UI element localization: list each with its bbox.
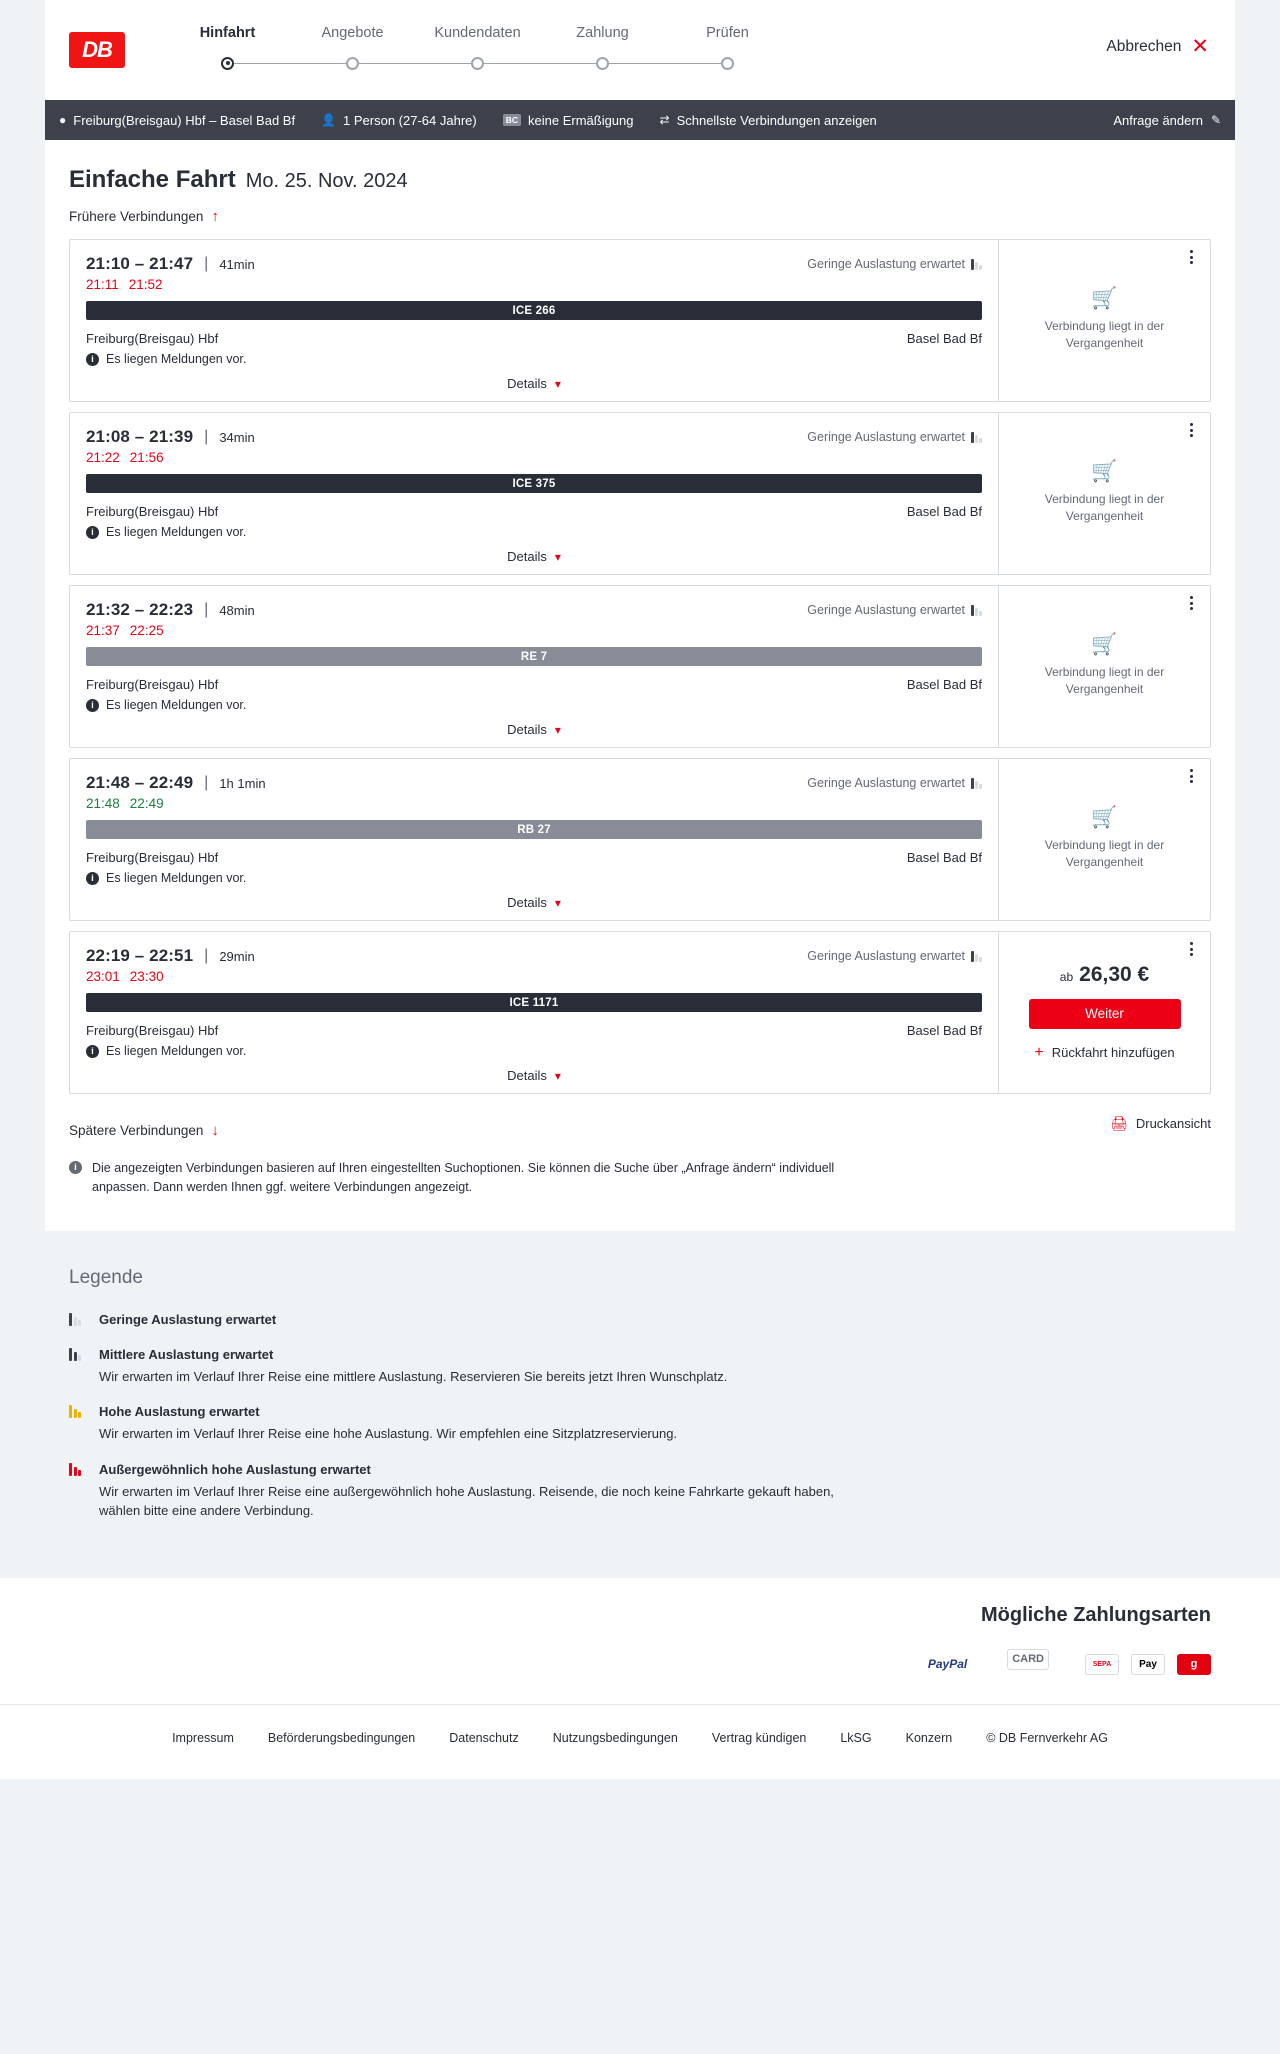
legend-title: Legende: [69, 1266, 143, 1288]
train-bar[interactable]: [86, 301, 982, 320]
train-bar[interactable]: [86, 993, 982, 1012]
service-message-label: Es liegen Meldungen vor.: [106, 352, 247, 366]
occupancy-l2-icon: [69, 1348, 85, 1361]
destination-station: Basel Bad Bf: [906, 1023, 982, 1038]
cancel-button[interactable]: [1106, 36, 1209, 57]
info-icon: i: [86, 526, 99, 539]
details-label: Details: [507, 549, 547, 564]
legend-item-title: Hohe Auslastung erwartet: [99, 1404, 260, 1420]
location-pin-icon: ●: [59, 113, 67, 127]
info-icon: i: [86, 353, 99, 366]
train-name-label: ICE 375: [512, 477, 556, 490]
details-toggle[interactable]: [86, 549, 982, 574]
cart-disabled-icon: 🛒: [1091, 633, 1118, 657]
step-dot-icon: [471, 57, 484, 70]
earlier-connections-button[interactable]: [45, 208, 1235, 225]
change-query-button[interactable]: [1113, 113, 1221, 128]
connection-card[interactable]: [69, 758, 1211, 921]
occupancy-indicator: [807, 257, 982, 271]
connection-card[interactable]: [69, 585, 1211, 748]
connection-list: [45, 239, 1235, 1094]
train-name-label: RB 27: [517, 823, 551, 836]
past-connection-label: Verbindung liegt in der Vergangenheit: [1044, 492, 1165, 523]
occupancy-label: Geringe Auslastung erwartet: [807, 776, 965, 790]
connection-details: [70, 586, 998, 747]
step-connector-left: [290, 63, 353, 64]
step-connector-right: [353, 63, 416, 64]
connection-details: [70, 240, 998, 401]
cart-disabled-icon: 🛒: [1091, 806, 1118, 830]
connection-details: [70, 932, 998, 1093]
connection-duration: 34min: [219, 429, 255, 445]
sepa-icon: SEPA: [1085, 1654, 1119, 1675]
step-label: Zahlung: [576, 25, 629, 41]
step-connector-right: [478, 63, 541, 64]
step-dot-row: [415, 51, 540, 75]
legend-item-description: Wir erwarten im Verlauf Ihrer Reise eine mittlere Auslastung. Reservieren Sie bereits jetzt Ihren Wunschplatz.: [99, 1368, 728, 1384]
footer-copyright: © DB Fernverkehr AG: [986, 1730, 1108, 1745]
step-connector-right: [603, 63, 666, 64]
actual-departure-time: 21:22: [86, 450, 120, 465]
connection-card[interactable]: [69, 239, 1211, 402]
price-row: [1060, 963, 1149, 987]
legend-text: [99, 1311, 276, 1329]
details-label: Details: [507, 722, 547, 737]
connection-header: [86, 946, 982, 966]
paypal-icon: PayPal: [924, 1654, 971, 1675]
footer-link[interactable]: Konzern: [905, 1730, 953, 1745]
legend-text: [99, 1346, 727, 1387]
printer-icon: 🖨: [1110, 1115, 1128, 1131]
actual-arrival-time: 22:25: [129, 623, 164, 638]
connection-details: [70, 759, 998, 920]
service-message[interactable]: [86, 1044, 982, 1058]
step-hinfahrt[interactable]: [165, 25, 290, 75]
destination-station: Basel Bad Bf: [906, 504, 982, 519]
creditcard-icon: CARD: [1007, 1649, 1049, 1670]
details-label: Details: [507, 376, 547, 391]
trip-type-label: Einfache Fahrt: [69, 166, 236, 193]
booking-header: [45, 0, 1235, 100]
actual-times: [86, 796, 982, 811]
connection-offer: [998, 586, 1210, 747]
cart-disabled-icon: 🛒: [1091, 460, 1118, 484]
query-discount-label: keine Ermäßigung: [528, 112, 634, 128]
query-options[interactable]: [660, 113, 877, 128]
service-message[interactable]: [86, 525, 982, 539]
query-discount[interactable]: [503, 113, 634, 128]
footer-link[interactable]: LkSG: [840, 1730, 872, 1745]
query-passengers[interactable]: [321, 113, 477, 128]
page-title: [45, 166, 1235, 194]
footer-link[interactable]: Datenschutz: [449, 1730, 519, 1745]
step-zahlung[interactable]: [540, 25, 665, 75]
destination-station: Basel Bad Bf: [906, 677, 982, 692]
results-bottom-row: [45, 1108, 1235, 1139]
step-dot-row: [665, 51, 790, 75]
more-options-icon[interactable]: [1182, 767, 1200, 785]
train-bar[interactable]: [86, 474, 982, 493]
service-message[interactable]: [86, 871, 982, 885]
connection-offer: [998, 240, 1210, 401]
step-dot-row: [290, 51, 415, 75]
occupancy-indicator: [807, 603, 982, 617]
step-dot-icon: [221, 57, 234, 70]
train-name-label: ICE 1171: [509, 996, 559, 1009]
occupancy-low-icon: [971, 259, 982, 270]
step-connector-right: [228, 63, 291, 64]
footer-link[interactable]: Nutzungsbedingungen: [552, 1730, 678, 1745]
payment-icons: [69, 1649, 1211, 1680]
service-message-label: Es liegen Meldungen vor.: [106, 871, 247, 885]
legend-items: [69, 1311, 1211, 1521]
train-name-label: ICE 266: [512, 304, 556, 317]
plus-icon: +: [1034, 1043, 1044, 1061]
legend-text: [99, 1461, 859, 1521]
pencil-icon[interactable]: ✎: [1210, 113, 1221, 127]
info-icon: i: [86, 872, 99, 885]
search-hint-text: Die angezeigten Verbindungen basieren auf Ihren eingestellten Suchoptionen. Sie können die Suche über „Anfrage ändern“ individuell anpassen. Dann werden Ihnen ggf. weitere Verbindungen angezeigt.: [92, 1161, 835, 1194]
connection-duration: 41min: [219, 256, 255, 272]
actual-arrival-time: 21:52: [128, 277, 163, 292]
footer-link[interactable]: Vertrag kündigen: [711, 1730, 807, 1745]
add-return-trip-button[interactable]: [1034, 1045, 1174, 1061]
info-icon: i: [69, 1161, 82, 1174]
destination-station: Basel Bad Bf: [906, 850, 982, 865]
legend-item: [69, 1346, 1211, 1387]
train-bar[interactable]: [86, 820, 982, 839]
site-footer: [0, 1704, 1280, 1779]
occupancy-label: Geringe Auslastung erwartet: [807, 257, 965, 271]
occupancy-label: Geringe Auslastung erwartet: [807, 949, 965, 963]
actual-departure-time: 21:48: [86, 796, 120, 811]
more-options-icon[interactable]: [1182, 421, 1200, 439]
legend-item: [69, 1311, 1211, 1329]
step-dot-icon: [721, 57, 734, 70]
origin-station: Freiburg(Breisgau) Hbf: [86, 850, 219, 865]
legend-item-description: Wir erwarten im Verlauf Ihrer Reise eine hohe Auslastung. Wir empfehlen eine Sitzplatzreservierung.: [99, 1426, 678, 1442]
actual-times: [86, 623, 982, 638]
add-return-trip-label: Rückfahrt hinzufügen: [1051, 1045, 1175, 1060]
actual-departure-time: 21:11: [86, 277, 119, 292]
actual-times: [86, 969, 982, 984]
legend-item-description: Wir erwarten im Verlauf Ihrer Reise eine außergewöhnlich hohe Auslastung. Reisende, die noch keine Fahrkarte gekauft haben, wählen bitte eine andere Verbindung.: [99, 1484, 834, 1519]
details-toggle[interactable]: [86, 895, 982, 920]
chevron-down-icon: ▾: [554, 895, 561, 910]
print-view-label: Druckansicht: [1135, 1116, 1211, 1131]
occupancy-l1-icon: [69, 1313, 85, 1326]
info-icon: i: [86, 699, 99, 712]
chevron-down-icon: ▾: [554, 549, 561, 564]
print-view-button[interactable]: [1110, 1115, 1211, 1132]
step-dot-row: [165, 51, 290, 75]
actual-arrival-time: 23:30: [129, 969, 164, 984]
step-connector-left: [415, 63, 478, 64]
step-connector-left: [540, 63, 603, 64]
more-options-icon[interactable]: [1182, 594, 1200, 612]
payment-methods-section: [0, 1578, 1280, 1704]
occupancy-label: Geringe Auslastung erwartet: [807, 603, 965, 617]
step-label: Kundendaten: [434, 25, 521, 41]
occupancy-label: Geringe Auslastung erwartet: [807, 430, 965, 444]
earlier-connections-label: Frühere Verbindungen: [69, 209, 204, 224]
connection-header: [86, 254, 982, 274]
service-message[interactable]: [86, 698, 982, 712]
connection-header: [86, 427, 982, 447]
cart-disabled-icon: 🛒: [1091, 287, 1118, 311]
destination-station: Basel Bad Bf: [906, 331, 982, 346]
details-label: Details: [507, 1068, 547, 1083]
legend-item-title: Geringe Auslastung erwartet: [99, 1311, 277, 1327]
stations-row: [86, 504, 982, 519]
occupancy-low-icon: [971, 778, 982, 789]
train-name-label: RE 7: [520, 650, 548, 663]
chevron-down-icon: ▾: [554, 1068, 561, 1083]
connection-time-range: 21:08 – 21:39: [86, 427, 194, 446]
stations-row: [86, 850, 982, 865]
past-connection-label: Verbindung liegt in der Vergangenheit: [1044, 838, 1165, 869]
header-region: [0, 0, 1280, 100]
applepay-icon: Pay: [1131, 1654, 1165, 1675]
step-kundendaten[interactable]: [415, 25, 540, 75]
arrow-up-icon: ↑: [211, 208, 219, 225]
actual-departure-time: 23:01: [86, 969, 120, 984]
time-duration-separator: |: [204, 774, 209, 791]
connection-offer: [998, 759, 1210, 920]
connection-card[interactable]: [69, 931, 1211, 1094]
details-toggle[interactable]: [86, 1068, 982, 1093]
service-message[interactable]: [86, 352, 982, 366]
step-prüfen[interactable]: [665, 25, 790, 75]
results-content: [45, 140, 1235, 1231]
actual-times: [86, 277, 982, 292]
connection-duration: 1h 1min: [219, 775, 266, 791]
actual-departure-time: 21:37: [86, 623, 120, 638]
chevron-down-icon: ▾: [554, 722, 561, 737]
past-connection-label: Verbindung liegt in der Vergangenheit: [1044, 665, 1165, 696]
connection-time-range: 21:32 – 22:23: [86, 600, 194, 619]
search-hint: [69, 1159, 859, 1197]
legend-section: [0, 1231, 1280, 1578]
person-icon: 👤: [321, 113, 337, 127]
trip-date-label: Mo. 25. Nov. 2024: [245, 170, 408, 192]
time-duration-separator: |: [204, 947, 209, 964]
connection-time-range: 22:19 – 22:51: [86, 946, 194, 965]
time-duration-separator: |: [204, 255, 209, 272]
stations-row: [86, 1023, 982, 1038]
step-dot-icon: [596, 57, 609, 70]
connection-header: [86, 773, 982, 793]
connection-duration: 48min: [219, 602, 255, 618]
payment-title: Mögliche Zahlungsarten: [980, 1603, 1211, 1626]
step-label: Hinfahrt: [199, 25, 256, 41]
arrow-down-icon: ↓: [211, 1122, 219, 1139]
giropay-icon: g: [1177, 1654, 1211, 1675]
close-icon[interactable]: ✕: [1191, 35, 1209, 58]
step-dot-row: [540, 51, 665, 75]
price-value: 26,30 €: [1079, 962, 1150, 986]
connection-offer: [998, 413, 1210, 574]
more-options-icon[interactable]: [1182, 248, 1200, 266]
db-logo[interactable]: DB: [69, 32, 125, 68]
later-connections-button[interactable]: [69, 1122, 219, 1139]
step-angebote[interactable]: [290, 25, 415, 75]
connection-card[interactable]: [69, 412, 1211, 575]
past-connection-label: Verbindung liegt in der Vergangenheit: [1044, 319, 1165, 350]
query-passengers-label: 1 Person (27-64 Jahre): [343, 112, 477, 128]
occupancy-indicator: [807, 776, 982, 790]
connection-time-range: 21:10 – 21:47: [86, 254, 194, 273]
footer-link[interactable]: Impressum: [172, 1730, 234, 1745]
actual-times: [86, 450, 982, 465]
price-prefix: ab: [1059, 969, 1074, 984]
occupancy-l4-icon: [69, 1463, 85, 1476]
change-query-label: Anfrage ändern: [1113, 112, 1203, 128]
occupancy-low-icon: [971, 605, 982, 616]
legend-item: [69, 1461, 1211, 1521]
service-message-label: Es liegen Meldungen vor.: [106, 1044, 247, 1058]
bahncard-icon: BC: [503, 114, 521, 126]
occupancy-indicator: [807, 430, 982, 444]
step-connector-left: [665, 63, 728, 64]
legend-item: [69, 1403, 1211, 1444]
footer-link[interactable]: Beförderungsbedingungen: [267, 1730, 416, 1745]
occupancy-indicator: [807, 949, 982, 963]
progress-stepper: [165, 25, 790, 75]
actual-arrival-time: 22:49: [129, 796, 164, 811]
details-toggle[interactable]: [86, 722, 982, 747]
stations-row: [86, 331, 982, 346]
service-message-label: Es liegen Meldungen vor.: [106, 698, 247, 712]
time-duration-separator: |: [204, 601, 209, 618]
origin-station: Freiburg(Breisgau) Hbf: [86, 1023, 219, 1038]
details-toggle[interactable]: [86, 376, 982, 401]
occupancy-low-icon: [971, 432, 982, 443]
service-message-label: Es liegen Meldungen vor.: [106, 525, 247, 539]
origin-station: Freiburg(Breisgau) Hbf: [86, 331, 219, 346]
continue-button[interactable]: Weiter: [1029, 999, 1181, 1029]
step-dot-icon: [346, 57, 359, 70]
origin-station: Freiburg(Breisgau) Hbf: [86, 504, 219, 519]
later-connections-label: Spätere Verbindungen: [69, 1123, 204, 1138]
legend-text: [99, 1403, 677, 1444]
time-duration-separator: |: [204, 428, 209, 445]
connection-time-range: 21:48 – 22:49: [86, 773, 194, 792]
chevron-down-icon: ▾: [554, 376, 561, 391]
info-icon: i: [86, 1045, 99, 1058]
step-label: Angebote: [321, 25, 384, 41]
occupancy-l3-icon: [69, 1405, 85, 1418]
query-route[interactable]: [59, 113, 295, 128]
stations-row: [86, 677, 982, 692]
connection-header: [86, 600, 982, 620]
origin-station: Freiburg(Breisgau) Hbf: [86, 677, 219, 692]
legend-item-title: Mittlere Auslastung erwartet: [99, 1346, 274, 1362]
connection-details: [70, 413, 998, 574]
more-options-icon[interactable]: [1182, 940, 1200, 958]
cancel-label: Abbrechen: [1106, 37, 1182, 55]
legend-item-title: Außergewöhnlich hohe Auslastung erwartet: [99, 1462, 371, 1478]
step-label: Prüfen: [706, 25, 749, 41]
actual-arrival-time: 21:56: [129, 450, 164, 465]
train-bar[interactable]: [86, 647, 982, 666]
connection-offer: [998, 932, 1210, 1093]
query-options-label: Schnellste Verbindungen anzeigen: [676, 112, 877, 128]
occupancy-low-icon: [971, 951, 982, 962]
query-route-label: Freiburg(Breisgau) Hbf – Basel Bad Bf: [73, 112, 296, 128]
details-label: Details: [507, 895, 547, 910]
query-summary-bar: [45, 100, 1235, 140]
options-icon: ⇄: [659, 113, 670, 127]
connection-duration: 29min: [219, 948, 255, 964]
